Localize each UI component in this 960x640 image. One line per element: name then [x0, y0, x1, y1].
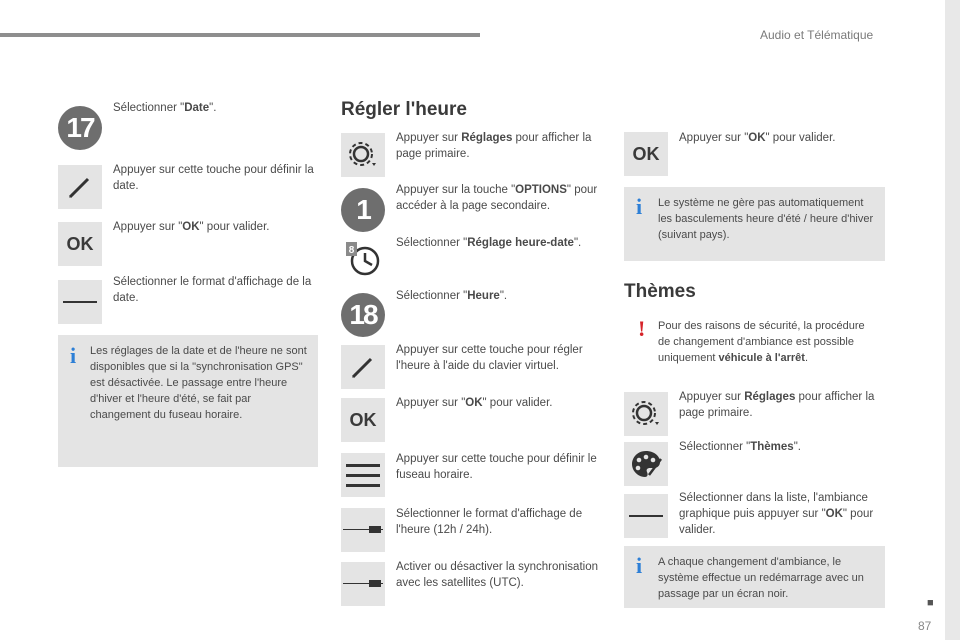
pen-time-text: Appuyer sur cette touche pour régler l'heure à l'aide du clavier virtuel.	[396, 344, 583, 372]
ok-time-text: Appuyer sur "OK" pour valider.	[396, 397, 553, 409]
pen-text: Appuyer sur cette touche pour définir la date.	[113, 164, 314, 192]
page-number: 87	[918, 619, 932, 633]
section-header: Audio et Télématique	[760, 28, 874, 42]
date-info-note	[58, 335, 318, 467]
ambiance-select-button[interactable]	[624, 494, 668, 538]
themes-select-text: Sélectionner "Thèmes".	[679, 441, 801, 453]
step-1-badge: 1	[341, 188, 385, 232]
gear-icon	[347, 139, 379, 171]
format-text: Sélectionner le format d'affichage de la date.	[113, 276, 312, 304]
themes-title: Thèmes	[624, 281, 696, 302]
ok-button[interactable]: OK	[58, 222, 102, 266]
ok-button-right[interactable]: OK	[624, 132, 668, 176]
sync-text: Activer ou désactiver la synchronisation avec les satellites (UTC).	[396, 561, 598, 589]
ok-text: Appuyer sur "OK" pour valider.	[113, 221, 270, 233]
end-marker: ■	[927, 597, 934, 609]
clock-icon	[343, 239, 383, 279]
pen-button[interactable]	[58, 165, 102, 209]
step-17-badge: 17	[58, 106, 102, 150]
reglage-text: Sélectionner "Réglage heure-date".	[396, 237, 582, 249]
settings-button-themes[interactable]	[624, 392, 668, 436]
ok-button-time[interactable]: OK	[341, 398, 385, 442]
pen-icon	[348, 352, 378, 382]
restart-info-note-text: A chaque changement d'ambiance, le système effectue un redémarrage avec un passage par un écran noir.	[658, 556, 864, 600]
ambiance-text: Sélectionner dans la liste, l'ambiance graphique puis appuyer sur "OK" pour valider.	[679, 492, 874, 536]
pen-button-time[interactable]	[341, 345, 385, 389]
time-format-text: Sélectionner le format d'affichage de l'heure (12h / 24h).	[396, 508, 583, 536]
safety-warning	[624, 310, 885, 386]
toggle-slider-icon	[343, 524, 383, 536]
step-18-badge: 18	[341, 293, 385, 337]
utc-sync-toggle[interactable]	[341, 562, 385, 606]
safety-warning-text: Pour des raisons de sécurité, la procédure de changement d'ambiance est possible uniquement véhicule à l'arrêt.	[658, 320, 865, 364]
palette-icon	[629, 447, 663, 481]
settings-themes-text: Appuyer sur Réglages pour afficher la page primaire.	[679, 391, 875, 419]
step-17-text: Sélectionner "Date".	[113, 102, 217, 114]
format-slider-icon	[629, 515, 663, 517]
timezone-list-button[interactable]	[341, 453, 385, 497]
top-divider-bar	[0, 33, 480, 37]
list-icon	[345, 460, 381, 490]
dst-info-note-text: Le système ne gère pas automatiquement les basculements heure d'été / heure d'hiver (suivant pays).	[658, 197, 874, 241]
time-format-toggle[interactable]	[341, 508, 385, 552]
settings-text: Appuyer sur Réglages pour afficher la page primaire.	[396, 132, 592, 160]
restart-info-note	[624, 546, 885, 608]
options-text: Appuyer sur la touche "OPTIONS" pour accéder à la page secondaire.	[396, 184, 598, 212]
format-button[interactable]	[58, 280, 102, 324]
clock-button[interactable]	[341, 237, 385, 281]
dst-info-note	[624, 187, 885, 261]
info-icon: i	[636, 194, 643, 219]
format-slider-icon	[63, 301, 97, 303]
toggle-slider-icon	[343, 578, 383, 590]
themes-button[interactable]	[624, 442, 668, 486]
ok-right-text: Appuyer sur "OK" pour valider.	[679, 132, 836, 144]
date-info-note-text: Les réglages de la date et de l'heure ne sont disponibles que si la "synchronisation GPS" est désactivée. Le passage entre l'heure d'hiver et l'heure d'été, se fait par changement du fuseau horaire.	[90, 345, 307, 421]
page-edge-strip	[945, 0, 960, 640]
settings-button[interactable]	[341, 133, 385, 177]
regler-heure-title: Régler l'heure	[341, 99, 467, 120]
warning-icon: !	[638, 316, 646, 341]
info-icon: i	[70, 343, 77, 368]
heure-text: Sélectionner "Heure".	[396, 290, 508, 302]
info-icon: i	[636, 553, 643, 578]
pen-icon	[65, 172, 95, 202]
clock-badge-number: 8	[348, 245, 355, 256]
list-text: Appuyer sur cette touche pour définir le fuseau horaire.	[396, 453, 597, 481]
gear-icon	[630, 398, 662, 430]
